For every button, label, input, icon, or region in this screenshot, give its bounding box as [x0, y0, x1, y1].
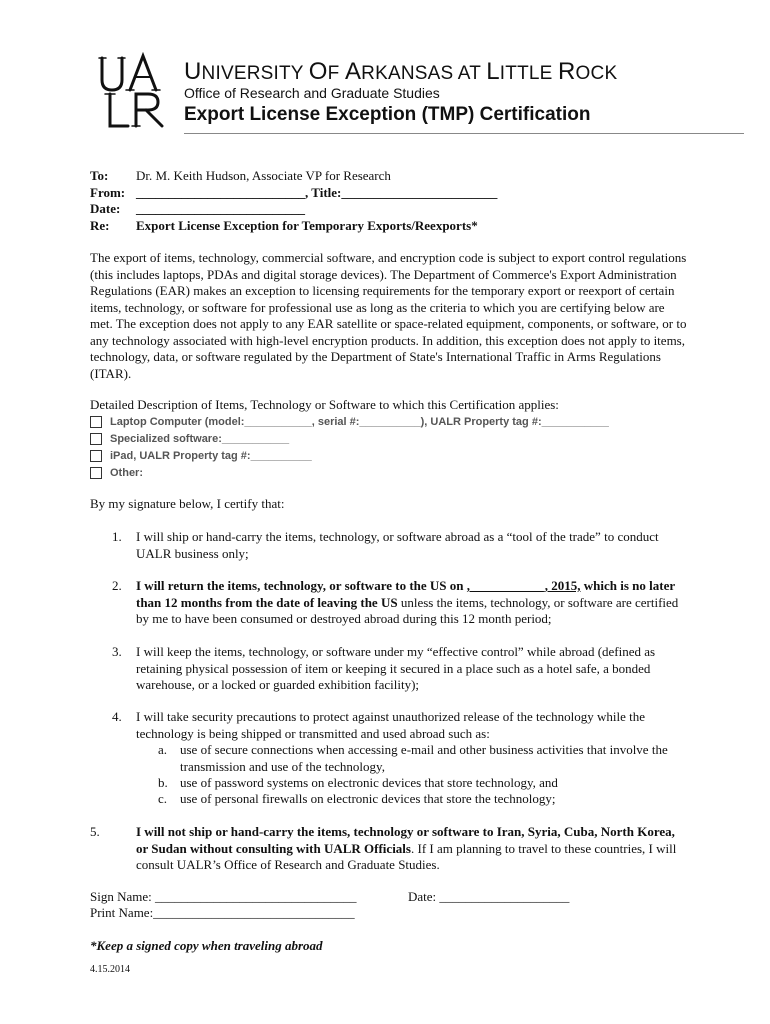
- description-heading: Detailed Description of Items, Technology or Software to which this Certification applies:: [90, 397, 559, 412]
- re-label: Re:: [90, 217, 110, 233]
- office-name: Office of Research and Graduate Studies: [184, 85, 440, 101]
- footer-note: *Keep a signed copy when traveling abroad: [90, 938, 323, 953]
- checklist-item-ipad[interactable]: [90, 447, 609, 464]
- memo-to-row: [90, 168, 730, 185]
- item-number: 2.: [112, 578, 122, 593]
- intro-paragraph: The export of items, technology, commercial software, and encryption code is subject to export control regulations (this includes laptops, PDAs and digital storage devices). The Department of Commerce's Export Administration Regulations (EAR) makes an exception to licensing requirements for the temporary export or reexport of certain items, technology, or software for professional use as long as the criteria to which you are certifying below are met. The exception does not apply to any EAR satellite or space-related equipment, components, or software, or to any technology associated with high-level encryption products. In addition, this exception does not apply to items, technology, data, or software regulated by the Department of State's International Traffic in Arms Regulations (ITAR).: [90, 250, 687, 381]
- item-number: 5.: [90, 824, 100, 839]
- sub-item-text: use of personal firewalls on electronic devices that store the technology;: [180, 791, 556, 806]
- item-rest-text: unless the items, technology, or software are certified by me to have been consumed or destroyed abroad during this 12 month period;: [136, 594, 679, 626]
- item-text: I will ship or hand-carry the items, technology, or software abroad as a “tool of the trade” to conduct UALR business only;: [136, 529, 659, 561]
- item-rest-text: . If I am planning to travel to these countries, I will consult UALR’s Office of Research and Graduate Studies.: [136, 840, 677, 872]
- certification-item-4b: [158, 775, 678, 792]
- item-number: 4.: [112, 709, 122, 724]
- item-bold-text: I will not ship or hand-carry the items, technology or software to Iran, Syria, Cuba, North Korea, or Sudan without consulting with UALR Officials: [136, 824, 675, 856]
- university-name: UNIVERSITY OF ARKANSAS AT LITTLE ROCK: [184, 58, 618, 85]
- certification-item-4c: [158, 791, 678, 808]
- ualr-logo-icon: [96, 52, 176, 130]
- document-title: Export License Exception (TMP) Certification: [184, 104, 591, 125]
- item-bold-text: I will return the items, technology, or software to the US on: [136, 578, 467, 593]
- re-value: Export License Exception for Temporary Exports/Reexports*: [136, 217, 478, 233]
- to-value: Dr. M. Keith Hudson, Associate VP for Research: [136, 168, 391, 183]
- checklist-label: iPad, UALR Property tag #:__________: [110, 449, 312, 462]
- memo-block: [90, 168, 730, 234]
- print-name-field[interactable]: Print Name:_______________________________: [90, 905, 355, 920]
- from-field[interactable]: __________________________, Title:________________________: [136, 184, 498, 200]
- checkbox-icon[interactable]: [90, 416, 102, 428]
- version-date: 4.15.2014: [90, 964, 130, 975]
- signature-date-field[interactable]: Date: ____________________: [408, 889, 570, 904]
- header-divider: [184, 133, 744, 134]
- checklist-item-laptop[interactable]: [90, 413, 609, 430]
- checklist-label: Specialized software:___________: [110, 432, 290, 445]
- certification-item-3: [112, 644, 682, 694]
- item-text: [136, 578, 682, 628]
- checkbox-icon[interactable]: [90, 450, 102, 462]
- certification-item-5: [90, 824, 682, 874]
- item-text: [136, 824, 682, 874]
- item-number: 3.: [112, 644, 122, 659]
- sub-item-letter: a.: [158, 742, 168, 757]
- item-number: 1.: [112, 529, 122, 544]
- memo-from-row: [90, 185, 730, 202]
- certification-item-1: [112, 529, 682, 562]
- certification-item-2: [112, 578, 682, 628]
- checklist-item-other[interactable]: [90, 464, 609, 481]
- item-checklist: [90, 413, 609, 481]
- memo-date-row: [90, 201, 730, 218]
- sub-item-text: use of secure connections when accessing e-mail and other business activities that involve the transmission and use of the technology,: [180, 742, 668, 774]
- from-label: From:: [90, 184, 126, 200]
- checkbox-icon[interactable]: [90, 433, 102, 445]
- sub-item-text: use of password systems on electronic devices that store technology, and: [180, 775, 558, 790]
- date-field[interactable]: __________________________: [136, 201, 305, 216]
- sub-item-letter: b.: [158, 775, 168, 790]
- checklist-label: Other:: [110, 466, 143, 479]
- checklist-label: Laptop Computer (model:___________, serial #:__________), UALR Property tag #:___________: [110, 415, 609, 428]
- certification-item-4: [112, 709, 682, 742]
- return-date-field[interactable]: , ___________, 2015,: [466, 578, 581, 593]
- checklist-item-software[interactable]: [90, 430, 609, 447]
- certification-item-4a: [158, 742, 678, 775]
- item-text: I will take security precautions to protect against unauthorized release of the technology while the technology is being shipped or transmitted and used abroad such as:: [136, 709, 645, 741]
- certify-intro: By my signature below, I certify that:: [90, 496, 285, 511]
- memo-re-row: [90, 218, 730, 235]
- item-bold-text-2: which is no later than 12 months from the date of leaving the US: [136, 578, 675, 610]
- sign-name-field[interactable]: Sign Name: _______________________________: [90, 889, 357, 904]
- date-label: Date:: [90, 201, 121, 216]
- item-text: I will keep the items, technology, or software under my “effective control” while abroad (defined as retaining physical possession of item or keeping it secured in a place such as a hotel safe, a bonded warehouse, or a locked or guarded exhibition facility);: [136, 644, 656, 692]
- checkbox-icon[interactable]: [90, 467, 102, 479]
- sub-item-letter: c.: [158, 791, 168, 806]
- to-label: To:: [90, 168, 109, 183]
- ualr-logo: [96, 52, 176, 130]
